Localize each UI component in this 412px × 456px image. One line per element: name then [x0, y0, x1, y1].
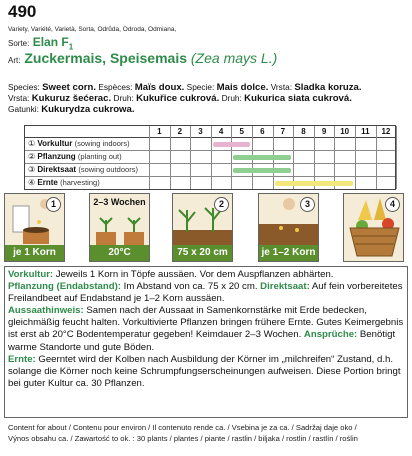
month-11: 11 [361, 127, 370, 136]
row-name: Pflanzung [37, 152, 76, 161]
species-name: Zuckermais, Speisemais [24, 50, 187, 66]
variety-languages: Variety, Variété, Varietà, Sorta, Odrůda, Odroda, Odmiana, [8, 26, 177, 33]
step-badge: 3 [300, 197, 315, 212]
pictogram-step [343, 193, 404, 262]
sowing-calendar [24, 125, 396, 190]
step-badge: 4 [385, 197, 400, 212]
row-translation: (sowing outdoors) [78, 165, 138, 174]
species-line [8, 104, 135, 115]
month-1: 1 [157, 127, 162, 136]
text-vorkultur: Jeweils 1 Korn in Töpfe aussäen. Vor dem Auspflanzen abhärten. [53, 269, 334, 280]
latin-name: (Zea mays L.) [190, 50, 278, 66]
row-name: Direktsaat [37, 165, 77, 174]
period-bar [213, 142, 250, 147]
species-line [8, 93, 352, 104]
packet-number: 490 [8, 2, 37, 21]
variety-name: Elan F [32, 35, 69, 49]
instructions-text [4, 266, 408, 418]
art-line [8, 50, 277, 66]
text-ernte: Geerntet wird der Kolben nach Ausbildung der Körner im „milchreifen“ Zustand, d.h. solange die Körner noch keine Schrumpfungserscheinungen aufweisen. Diese Portion bringt bei guter Kultur ca. 30 Pflanzen. [8, 353, 401, 389]
month-7: 7 [280, 127, 286, 136]
text-pflanzung: Im Abstand von ca. 75 x 20 cm. [120, 281, 261, 293]
calendar-row [25, 138, 395, 151]
row-number: ④ [28, 178, 36, 187]
heading-ansprueche: Ansprüche: [303, 329, 358, 341]
month-9: 9 [321, 127, 327, 136]
calendar-row-label [28, 165, 138, 174]
period-bar [233, 168, 291, 173]
species-lang-label: Gatunki: [8, 104, 39, 114]
month-2: 2 [177, 127, 183, 136]
species-lang-label: Specie: [186, 82, 215, 92]
month-6: 6 [260, 127, 265, 136]
pictogram-caption: 20°C [90, 245, 149, 261]
species-lang-label: Druh: [113, 93, 134, 103]
month-4: 4 [218, 127, 224, 136]
species-lang-value: Kukurica siata cukrová. [244, 93, 352, 104]
calendar-row-label [28, 152, 122, 161]
sorte-label: Sorte: [8, 39, 30, 48]
row-name: Ernte [37, 178, 58, 187]
art-label: Art: [8, 56, 21, 65]
step-badge: 2 [214, 197, 229, 212]
row-name: Vorkultur [37, 139, 73, 148]
germination-duration: 2–3 Wochen [93, 197, 146, 207]
species-lang-value: Kukurydza cukrowa. [41, 104, 135, 115]
row-number: ② [28, 152, 36, 161]
period-bar [275, 181, 353, 186]
pictogram-step [4, 193, 65, 262]
species-lang-label: Espèces: [98, 82, 133, 92]
species-lang-value: Maïs doux. [134, 82, 185, 93]
species-lang-label: Druh: [221, 93, 242, 103]
row-number: ③ [28, 165, 36, 174]
row-translation: (harvesting) [60, 178, 100, 187]
pictogram-step [258, 193, 319, 262]
calendar-row [25, 177, 395, 190]
month-5: 5 [239, 127, 244, 136]
species-lang-value: Mais dolce. [216, 82, 269, 93]
species-line [8, 82, 362, 93]
step-badge: 1 [46, 197, 61, 212]
footer-content-line1: Content for about / Contenu pour environ / Il contenuto rende ca. / Vsebina je za ca. / Sadržaj daje oko / [8, 423, 357, 432]
species-lang-value: Sweet corn. [42, 82, 96, 93]
pictogram-step [89, 193, 150, 262]
grid-line [396, 126, 397, 189]
period-bar [233, 155, 291, 160]
text-ansprueche: Benötigt warme Standorte und gute Böden. [8, 329, 396, 353]
footer-content-line2: Výnos obsahu ca. / Zawartość to ok. : 30 plants / plantes / piante / rastlin / biljaka / rostlin / rastlín / roślin [8, 434, 358, 443]
heading-direktsaat: Direktsaat: [260, 281, 310, 293]
calendar-row [25, 164, 395, 177]
text-aussaathinweis: Samen nach der Aussaat in Samenkornstärke mit Erde bedecken, gleichmäßig feucht halten. Vorkultivierte Pflanzen bringen frühere Ernte. Gutes Keimergebnis ist erst ab 20°C Bodentemperatur gegeben! Keimdauer 2–3 Wochen. [8, 305, 404, 341]
sorte-line [8, 35, 73, 51]
species-lang-value: Sladka koruza. [294, 82, 362, 93]
species-lang-value: Kukuruz šećerac. [31, 93, 112, 104]
pictogram-caption: 75 x 20 cm [173, 245, 232, 261]
variety-subscript: 1 [68, 42, 74, 52]
pictogram-step [172, 193, 233, 262]
species-lang-label: Vrsta: [8, 93, 30, 103]
text-direktsaat: Auf fein vorbereitetes Freilandbeet auf Endabstand je 1–2 Korn aussäen. [8, 281, 403, 305]
calendar-row-label [28, 139, 130, 148]
heading-aussaathinweis: Aussaathinweis: [8, 305, 84, 317]
species-lang-label: Species: [8, 82, 40, 92]
species-lang-value: Kukuřice cukrová. [136, 93, 220, 104]
month-8: 8 [301, 127, 306, 136]
row-number: ① [28, 139, 36, 148]
row-translation: (planting out) [77, 152, 122, 161]
calendar-row-label [28, 178, 100, 187]
row-translation: (sowing indoors) [74, 139, 130, 148]
month-3: 3 [198, 127, 203, 136]
heading-pflanzung: Pflanzung (Endabstand): [8, 281, 121, 293]
month-12: 12 [381, 127, 391, 136]
pictogram-caption: je 1 Korn [5, 245, 64, 261]
heading-ernte: Ernte: [8, 353, 36, 365]
species-lang-label: Vrsta: [270, 82, 293, 92]
calendar-row [25, 151, 395, 164]
pictogram-caption: je 1–2 Korn [259, 245, 318, 261]
heading-vorkultur: Vorkultur: [8, 269, 54, 280]
month-10: 10 [340, 127, 350, 136]
